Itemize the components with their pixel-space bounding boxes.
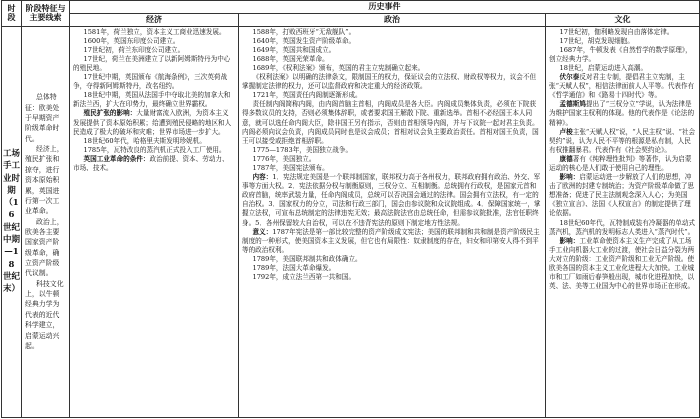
period-cell bbox=[2, 26, 22, 417]
features-science: 科技文化上，以牛顿经典力学为代表的近代科学建立，启蒙运动兴起。 bbox=[25, 279, 64, 350]
economy-event: 17世纪，荷兰在美洲建立了以新阿姆斯特丹为中心的殖民地。 bbox=[73, 54, 231, 72]
economy-event: 18世纪中期，英国从法国手中夺取北美的加拿大和新法兰西，扩大在印势力，最终确立世界霸权。 bbox=[73, 91, 231, 109]
industrial-impact-text: 工业革命使资本主义生产完成了从工场手工业向机器大工业的过渡，使社会日益分裂为两大对立的阶级：工业资产阶级和工业无产阶级。使欧美各国的资本主义工业化进程大大加快。工业城市和工厂如雨后春笋般出现，城市化进程加快，以英、法、美等工业国为中心的世界市场正在形成。 bbox=[549, 236, 695, 291]
rousseau-title: 卢梭 bbox=[559, 127, 573, 136]
header-features-line1: 阶段特征与 bbox=[25, 2, 66, 13]
period-label-line2: 手工 bbox=[3, 161, 21, 172]
politics-cell bbox=[239, 26, 546, 417]
industrial-conditions-text: 政治前提、资本、劳动力、市场、技术。 bbox=[73, 154, 229, 172]
constitution-significance-title: 意义： bbox=[252, 227, 273, 236]
economy-event: 1581年，荷兰独立，资本主义工商业迅速发展。 bbox=[83, 27, 226, 36]
politics-cabinet: 责任制内阁简称内阁，由内阁首脑主首相，内阁成员是各大臣。内阁成员集体负责，必须在下院获得多数议员的支持，否则必须集体辞职，或者要求国王解散下院、重新选举。首相不必经国王本人同意，就可以选任命内阁大臣，除非国王另有指示，否则由首相领导内阁，并与下议院一起对君主负责。内阁必须向议会负责，内阁成员同时也是议会成员；首相对议会负主要政治责任。首相对国王负责，国王可以接受或拒绝首相辞职。 bbox=[242, 100, 539, 145]
politics-event: 1649年，英国共和国成立。 bbox=[252, 45, 336, 54]
culture-kant bbox=[549, 155, 696, 173]
features-politics: 政治上，欧美各主要国家资产阶级革命，确立资产阶级代议制。 bbox=[25, 217, 64, 278]
montesquieu-title: 孟德斯鸠 bbox=[559, 100, 586, 109]
culture-rousseau bbox=[549, 128, 696, 155]
header-culture: 文化 bbox=[546, 14, 700, 27]
politics-event: 1787年，美国宪法颁布。 bbox=[252, 164, 329, 172]
culture-event: 17世纪初，伽利略发现自由落体定律。 bbox=[559, 27, 674, 36]
period-label-line6: 世纪 bbox=[3, 222, 21, 233]
politics-event: 1792年，成立法兰西第一共和国。 bbox=[252, 273, 356, 282]
period-label-line7: 中期 bbox=[3, 235, 21, 246]
colonial-impact-text: 大量财富流入欧洲，为资本主义发展提供了资本原始积累；给遭到殖民侵略的地区和人民造成了极大的破坏和灾难；世界市场进一步扩大。 bbox=[73, 109, 232, 136]
montesquieu-text: 提出了“三权分立”学说，认为法律是为维护国家主权利的体现。他的代表作是《论法的精神》。 bbox=[549, 100, 695, 127]
culture-event: 18世纪60年代，瓦特制成装有冷凝器的单动式蒸汽机，蒸汽机的发明标志人类进入“蒸汽时代”。 bbox=[549, 218, 696, 236]
enlightenment-impact-text: 启蒙运动进一步解放了人们的思想，冲击了欧洲的封建专制统治；为资产阶级革命做了思想准备；促进了民主法制观念深入人心；为美国《独立宣言》、法国《人权宣言》的制定提供了理论依据。 bbox=[549, 173, 695, 218]
constitution-content-text: 1．宪法规定美国是一个联邦制国家，联邦权力高于各州权力，联邦政府拥有政治、外交、军事等方面大权。2．宪法依据分权与制衡原则，三权分立、互相制衡。总统拥有行政权，是国家元首和政府首脑，统率武装力量，任命内阁成员，总统可以否决国会通过的法律。国会拥有立法权，有一定的自治权。3．国家权力的分立，司法和行政三部门，国会由参议院和众议院组成。4．保障国家统一，掌握立法权，可宣布总统制定的法律违宪无效；最高法院法官由总统任命，但需参议院批准，法官任职终身。5．各州保留较大自治权，可以在不违背宪法的原则下制定地方性法规。 bbox=[242, 173, 541, 227]
economy-event: 18世纪60年代，哈格里夫斯发明珍妮机。 bbox=[83, 136, 206, 145]
politics-constitution-significance bbox=[242, 228, 542, 255]
constitution-content-title: 内容： bbox=[252, 173, 273, 182]
period-label-line1: 工场 bbox=[3, 148, 21, 159]
industrial-impact-title: 影响： bbox=[559, 236, 580, 245]
features-cell bbox=[22, 26, 70, 417]
economy-colonial-impact bbox=[73, 109, 235, 136]
constitution-significance-text: 1787年宪法是第一部比较完整的资产阶级成文宪法；美国的联邦制和共和制是资产阶级民主制度的一种形式，使美国资本主义发展，但它也有局限性：奴隶制度的存在，妇女和印第安人得不到平等的政治权利。 bbox=[242, 227, 540, 254]
culture-montesquieu bbox=[549, 100, 696, 127]
header-period: 时段 bbox=[2, 1, 22, 27]
enlightenment-impact-title: 影响： bbox=[559, 173, 580, 182]
header-politics: 政治 bbox=[239, 14, 546, 27]
culture-industrial-impact bbox=[549, 237, 696, 292]
politics-bill-of-rights: 《权利法案》以明确的法律条文，限制国王的权力，保证议会的立法权、财政权等权力，议会不但掌握制定法律的权力，还可以监督政府和决定重大的经济政策。 bbox=[242, 73, 537, 91]
period-label-line8: —18 bbox=[4, 247, 19, 270]
voltaire-title: 伏尔泰 bbox=[559, 73, 580, 82]
industrial-conditions-title: 英国工业革命的条件： bbox=[83, 154, 150, 163]
economy-cell bbox=[70, 26, 239, 417]
politics-event: 1640年，英国发生资产阶级革命。 bbox=[252, 36, 356, 45]
politics-event: 1776年，美国独立。 bbox=[252, 154, 316, 163]
features-overall: 总体特征：欧美处于早期资产阶级革命时代。 bbox=[25, 93, 60, 143]
politics-event: 1688年，英国光荣革命。 bbox=[252, 54, 329, 63]
period-label-line9: 世纪 bbox=[3, 272, 21, 283]
period-label-line3: 业时 bbox=[3, 173, 21, 184]
header-features bbox=[22, 1, 70, 27]
culture-event: 17世纪，胡克发现细胞。 bbox=[559, 36, 634, 45]
culture-event: 18世纪，启蒙运动进入高潮。 bbox=[559, 63, 648, 72]
kant-text: 著有《纯粹理性批判》等著作，认为启蒙运动的核心是人们敢于使用自己的理性。 bbox=[549, 154, 692, 172]
voltaire-text: 反对君主专制，提倡君主立宪制，主张“天赋人权”，相信法律面前人人平等。代表作有《哲学通信》和《路易十四时代》等。 bbox=[549, 73, 695, 100]
politics-event: 1588年，打败西班牙“无敌舰队”。 bbox=[252, 27, 356, 36]
culture-voltaire bbox=[549, 73, 696, 100]
period-label-line4: 期 bbox=[7, 185, 16, 196]
colonial-impact-title: 殖民扩张的影响： bbox=[83, 109, 137, 118]
politics-event: 1721年，英国责任内阁制逐渐形成。 bbox=[252, 91, 362, 100]
header-history-events: 历史事件 bbox=[70, 1, 700, 14]
kant-title: 康德 bbox=[559, 154, 573, 163]
politics-event: 1689年，《权利法案》颁布，英国的君主立宪制确立起来。 bbox=[252, 63, 425, 72]
economy-industrial-conditions bbox=[73, 155, 235, 173]
history-table bbox=[1, 0, 700, 418]
culture-cell bbox=[546, 26, 700, 417]
culture-event: 1687年，牛顿发表《自然哲学的数学原理》，创立经典力学。 bbox=[549, 45, 692, 63]
header-features-line2: 主要线索 bbox=[29, 12, 62, 23]
economy-event: 17世纪中期，英国颁布《航海条例》，三次英荷战争，夺得新阿姆斯特丹，改名纽约。 bbox=[73, 73, 228, 91]
politics-constitution-content bbox=[242, 173, 542, 228]
politics-event: 1789年，法国大革命爆发。 bbox=[252, 264, 336, 273]
politics-event: 1775—1783年，美国独立战争。 bbox=[252, 145, 353, 154]
features-economy: 经济上，殖民扩张和掠夺，进行资本原始积累，英国进行第一次工业革命。 bbox=[25, 145, 64, 216]
period-label-line10: 末） bbox=[3, 284, 21, 295]
period-label-line5: （16 bbox=[4, 198, 19, 221]
economy-event: 1785年，瓦特改良的蒸汽机正式投入工厂使用。 bbox=[83, 145, 226, 154]
economy-event: 1600年，英国东印度公司建立。 bbox=[83, 36, 180, 45]
economy-event: 17世纪初，荷兰东印度公司建立。 bbox=[83, 45, 185, 54]
politics-event: 1789年，美国联邦制共和政体确立。 bbox=[252, 254, 362, 263]
header-economy: 经济 bbox=[70, 14, 239, 27]
culture-enlightenment-impact bbox=[549, 173, 696, 218]
rousseau-text: 主张“天赋人权”说，“人民主权”说、“社会契约”说，认为人民不平等的根源是私有制，人民有权推翻暴君。代表作有《社会契约论》。 bbox=[549, 127, 696, 154]
